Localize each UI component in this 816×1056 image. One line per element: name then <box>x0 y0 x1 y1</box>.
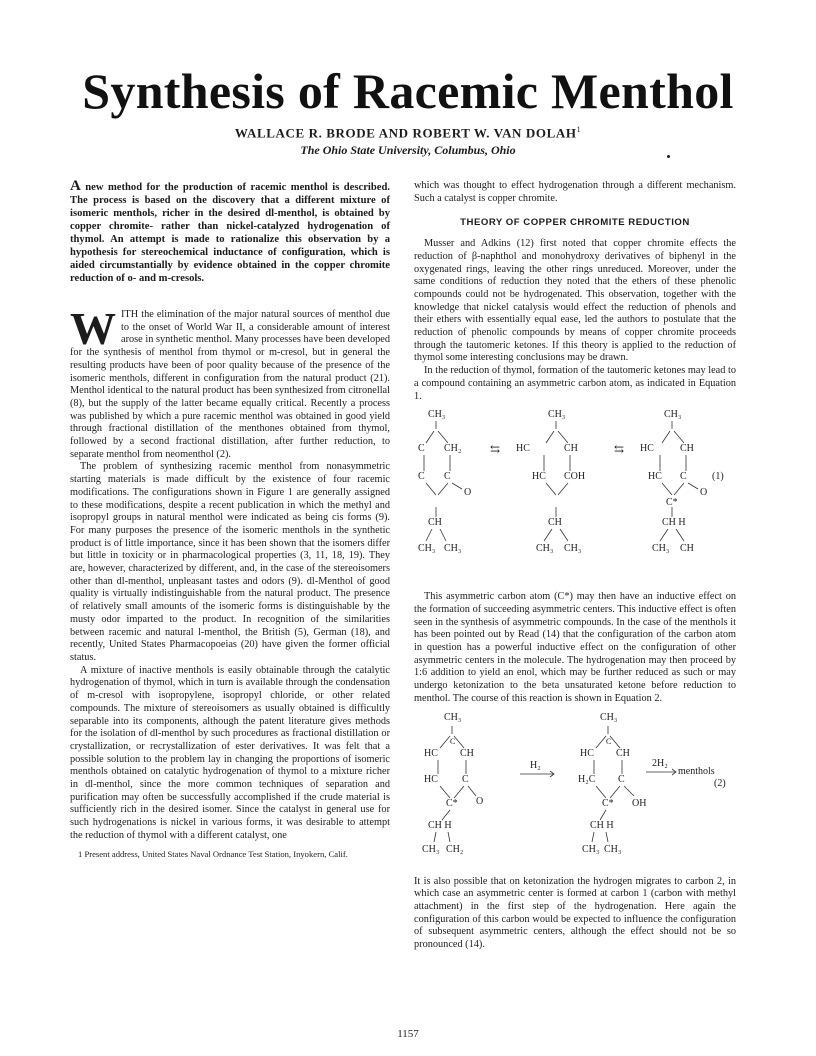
eq2-a-methyl: CH₃ <box>444 711 462 723</box>
eq2-b-methyl: CH₃ <box>600 711 618 723</box>
equation-2-number: (2) <box>714 777 726 789</box>
eq2-a-ch: CH <box>460 747 474 759</box>
eq1-c-asymmetric-carbon: C* <box>666 497 678 509</box>
eq2-hydrogen-label: H₂ <box>530 759 541 771</box>
stray-dot <box>667 155 670 158</box>
abstract-initial: A <box>70 178 81 194</box>
eq2-b-me1: CH₃ <box>582 843 600 855</box>
eq1-equilibrium-arrow-2: ⇆ <box>614 442 625 457</box>
eq2-a-c: C <box>450 736 456 746</box>
body-paragraph-2: The problem of synthesizing racemic menthol from nonasymmetric starting materials is made difficult by the existence of four racemic modifications. The configurations shown in Figure 1 are generally assigned to these modifications, despite a recent publication in which the methyl and isopropyl groups in natural menthol were indicated as being cis forms (9). For many purposes the presence of the isomeric menthols in the synthetic product is of little importance, since it has been shown that the isomers differ but little in toxicity or in pharmacological properties (3, 11, 18, 19). They are, however, characterized by different, and, in the case of the stereoisomers other than dl-menthol, unpleasant tastes and odors (9). dl-Menthol of good quality is virtually indistinguishable from the natural product. The presence of relatively small amounts of the isomeric forms is distinguishable by the musty odor imparted to the product. In recognition of the similarities between racemic and natural l-menthol, the British (5), German (18), and recently, United States Pharmacopoeias (20) have given the former official status. <box>70 461 390 663</box>
eq1-a-c4: C <box>444 471 451 483</box>
author-names: WALLACE R. BRODE AND ROBERT W. VAN DOLAH <box>234 125 577 141</box>
eq2-a-asymmetric-carbon: C* <box>446 797 458 809</box>
affiliation: The Ohio State University, Columbus, Ohio <box>300 143 516 157</box>
equation-1 <box>414 409 736 585</box>
eq1-a-methyl: CH₃ <box>428 409 446 421</box>
eq1-b-hc2: HC <box>532 471 546 483</box>
theory-paragraph-3: This asymmetric carbon atom (C*) may then have an inductive effect on the formation of succeeding asymmetric centers. This inductive effect is often seen in the synthesis of asymmetric compounds. In the case of the menthols it has been pointed out by Read (14) that the configuration of the carbon atom in question has a powerful inductive effect on the configuration of other asymmetric centers in the molecule. The hydrogenation may then proceed by 1:6 addition to yield an enol, which may be further reduced as such or may undergo ketonization to the beta unsaturated ketone before reduction to menthol. The course of this reaction is shown in Equation 2. <box>414 591 736 704</box>
eq1-a-me1: CH₃ <box>418 543 436 555</box>
eq1-b-methyl: CH₃ <box>548 409 566 421</box>
eq2-b-me2: CH₃ <box>604 843 622 855</box>
eq1-c-hc: HC <box>640 443 654 455</box>
left-column <box>70 180 390 859</box>
eq2-b-h2c: H₂C <box>578 773 596 785</box>
equation-1-bonds <box>414 409 736 585</box>
eq1-a-oxygen: O <box>464 487 472 499</box>
drop-cap: W <box>70 303 116 354</box>
eq1-c-me1: CH₃ <box>652 543 670 555</box>
author-line <box>0 125 816 141</box>
section-heading: THEORY OF COPPER CHROMITE REDUCTION <box>460 217 690 229</box>
eq1-a-ch: CH <box>428 517 442 529</box>
eq1-b-me1: CH₃ <box>536 543 554 555</box>
equation-2 <box>414 712 736 870</box>
eq2-b-c: C <box>606 736 612 746</box>
eq1-c-ch-h: CH H <box>662 517 686 529</box>
eq2-b-ch: CH <box>616 747 630 759</box>
eq2-a-c2: C <box>462 773 469 785</box>
eq1-b-hc: HC <box>516 443 530 455</box>
theory-paragraph-1: Musser and Adkins (12) first noted that copper chromite effects the reduction of β-naphthol and monohydroxy derivatives of biphenyl in the oxygenated rings, leaving the other rings unreduced. Moreover, under the same conditions of reduction they noted that the ethers of these phenolic compounds could not be hydrogenated. This observation, together with the knowledge that nickel catalysis would effect the reduction of phenols and their ethers with essentially equal ease, led the authors to postulate that the reduction of phenolic compounds by means of copper chromite proceeds through the tautomeric ketones. If this theory is applied to the reduction of thymol some interesting conclusions may be drawn. <box>414 238 736 364</box>
continued-paragraph: which was thought to effect hydrogenation through a different mechanism. Such a catalyst is copper chromite. <box>414 180 736 204</box>
eq2-b-hydroxyl: OH <box>632 797 647 809</box>
eq1-a-me2: CH₃ <box>444 543 462 555</box>
eq1-c-hc2: HC <box>648 471 662 483</box>
eq1-b-ch: CH <box>564 443 578 455</box>
eq1-c-c: C <box>680 471 687 483</box>
footnote: 1 Present address, United States Naval Ordnance Test Station, Inyokern, Calif. <box>78 848 348 859</box>
eq2-b-ch-h: CH H <box>590 819 614 831</box>
eq1-a-ch2: CH₂ <box>444 443 462 455</box>
eq2-a-oxygen: O <box>476 795 484 807</box>
equation-1-number: (1) <box>712 471 724 483</box>
eq1-c-methyl: CH₃ <box>664 409 682 421</box>
eq2-two-hydrogen-label: 2H₂ <box>652 757 668 769</box>
eq1-c-me2: CH <box>680 543 694 555</box>
body-paragraph-3: A mixture of inactive menthols is easily obtainable through the catalytic hydrogenation of thymol, which in turn is available through the condensation of m-cresol with isopropylene, isopropyl chloride, or other related compounds. The mixture of stereoisomers as usually obtained is difficultly separable into its components, although the patent literature gives methods for the isolation of dl-menthol by such procedures as fractional distillation or crystallization, or recrystallization of ester derivatives. It was felt that a possible solution to the problem lay in changing the proportions of isomeric menthols obtained on catalytic hydrogenation of thymol to a mixture richer in dl-menthol, since the more common techniques of separation and purification may often be successfully accomplished if the crude material is sufficiently rich in the desired isomer. Since the catalyst in general use for such hydrogenations is nickel in various forms, it was desirable to attempt the reduction of thymol with a different catalyst, one <box>70 664 390 841</box>
intro-text: ITH the elimination of the major natural sources of menthol due to the onset of World War II, a considerable amount of interest arose in synthetic menthol. Many processes have been developed for the synthesis of menthol from thymol or m-cresol, but in general the resulting products have been of poor quality because of the presence of the isomeric menthols, different in configuration from the natural product (21). Menthol identical to the natural product has been synthesized from citronellal (8), but the supply of the latter became equally critical. Recently a process was published by which a pure racemic menthol was obtained in good yield through fractional distillation of the menthones obtained from thymol, followed by a second fractional distillation, after further reduction, to separate menthol from neomenthol (2). <box>70 309 390 460</box>
eq1-a-c3: C <box>418 471 425 483</box>
eq2-a-me1: CH₃ <box>422 843 440 855</box>
author-footnote-mark: 1 <box>576 125 582 134</box>
eq2-b-asymmetric-carbon: C* <box>602 797 614 809</box>
eq2-a-hc2: HC <box>424 773 438 785</box>
eq1-a-c1: C <box>418 443 425 455</box>
intro-paragraph <box>70 303 390 461</box>
eq2-a-ch-h: CH H <box>428 819 452 831</box>
page-number: 1157 <box>397 1028 419 1040</box>
eq2-a-me2: CH₂ <box>446 843 464 855</box>
eq2-b-c2: C <box>618 773 625 785</box>
article-title: Synthesis of Racemic Menthol <box>82 63 734 119</box>
theory-paragraph-4: It is also possible that on ketonization the hydrogen migrates to carbon 2, in which case an asymmetric center is formed at carbon 1 (carbon with methyl attachment) in the first step of the hydrogenation. Here again the configuration of this carbon would be expected to influence the configuration of subsequent asymmetric centers, although the effect should not be so pronounced (14). <box>414 875 736 951</box>
abstract <box>70 180 390 285</box>
abstract-text: new method for the production of racemic menthol is described. The process is based on the discovery that a different mixture of isomeric menthols, richer in the desired dl-menthol, is obtained by copper chromite- rather than nickel-catalyzed hydrogenation of thymol. An attempt is made to rationalize this observation by a hypothesis for stereochemical inductance of configuration, which is aided circumstantially by evidence obtained in the copper chromite reduction of o- and m-cresols. <box>70 182 390 284</box>
eq1-b-coh: COH <box>564 471 586 483</box>
eq1-c-oxygen: O <box>700 487 708 499</box>
eq1-equilibrium-arrow-1: ⇆ <box>490 442 501 457</box>
eq2-b-hc: HC <box>580 747 594 759</box>
right-column <box>414 180 736 952</box>
eq1-c-ch: CH <box>680 443 694 455</box>
eq2-a-hc: HC <box>424 747 438 759</box>
eq1-b-me2: CH₃ <box>564 543 582 555</box>
theory-paragraph-2: In the reduction of thymol, formation of the tautomeric ketones may lead to a compound containing an asymmetric carbon atom, as indicated in Equation 1. <box>414 365 736 402</box>
eq1-b-ch2: CH <box>548 517 562 529</box>
eq2-product: menthols <box>678 765 715 777</box>
